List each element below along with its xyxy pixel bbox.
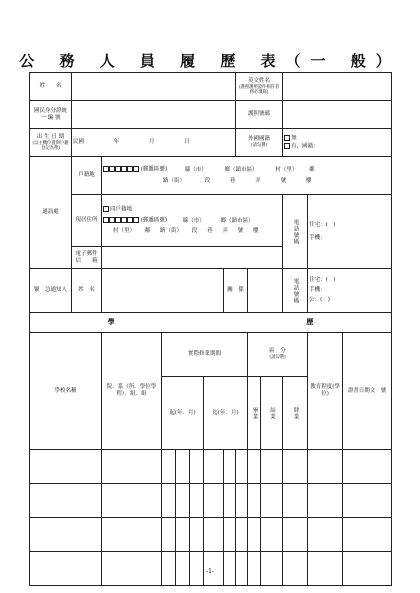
english-name-label: 英文姓名 (護照護照證件相符者務必填寫): [236, 73, 283, 101]
birth-field[interactable]: 民國 年 月 日: [72, 129, 236, 157]
phone-label: 電話號碼: [283, 195, 308, 269]
passport-label: 護照號碼: [236, 101, 283, 129]
emergency-label: 緊 急通知人: [30, 269, 72, 313]
education-header: 學 歷: [30, 313, 392, 333]
table-row[interactable]: [30, 484, 392, 518]
resume-form: [29, 72, 392, 586]
dept-header: 院．系（所．學位學程）．組．組: [102, 333, 162, 450]
ec-name-field[interactable]: [102, 269, 224, 313]
cert-header: 證書日期文 號: [343, 333, 392, 450]
dropout-header: 肄業: [283, 376, 308, 449]
phone-fields[interactable]: 住宅：( ) 手機：: [308, 195, 392, 269]
ec-name-label: 姓 名: [72, 269, 102, 313]
id-field[interactable]: [72, 101, 236, 129]
page-number: -1-: [206, 568, 214, 575]
name-label: 姓 名: [30, 73, 72, 101]
email-field[interactable]: [102, 247, 283, 269]
passport-field[interactable]: [283, 101, 392, 129]
email-label: 電子郵件信 箱: [72, 247, 102, 269]
graduated-header: 畢業: [248, 376, 261, 449]
table-row[interactable]: [30, 450, 392, 484]
relation-label: 關 係: [224, 269, 248, 313]
id-label: 國民身分證統 一 編 號: [30, 101, 72, 129]
current-label: 現居住所: [72, 195, 102, 247]
table-row[interactable]: [30, 518, 392, 552]
name-field[interactable]: [72, 73, 236, 101]
end-header: 迄(年．月): [204, 376, 248, 449]
page-title: 公 務 人 員 履 歷 表（一 般）: [19, 52, 401, 70]
ec-phone-fields[interactable]: 住宅：( ) 手機： 公：( ): [308, 269, 392, 313]
category-header: 區 分 (請勾選): [248, 333, 308, 377]
household-address[interactable]: (郵遞區號) 縣（市） 鄉（鎮市區） 村（里） 鄰 路（街） 段 巷 弄 號 樓: [102, 157, 392, 195]
study-period-header: 實際修業期間: [162, 333, 248, 377]
english-name-field[interactable]: [283, 73, 392, 101]
household-label: 戶籍地: [72, 157, 102, 195]
foreign-nat-label: 外國國籍 (請勾選): [236, 129, 283, 157]
attended-header: 結業: [261, 376, 283, 449]
degree-header: 教育程度(學位): [308, 333, 343, 450]
birth-label: 出 生 日 期 (以主機位置與戶籍登記為準): [30, 129, 72, 157]
school-name-header: 學校名稱: [30, 333, 102, 450]
current-address[interactable]: 同戶籍地 (郵遞區號) 縣（市） 鄉（鎮市區） 村（里） 鄰 路（街） 段 巷 弄 號 樓: [102, 195, 283, 247]
relation-field[interactable]: [248, 269, 283, 313]
residence-label: 通訊處: [30, 157, 72, 269]
checkbox-icon[interactable]: [284, 143, 290, 149]
start-header: 起(年．月): [162, 376, 204, 449]
ec-phone-label: 電話號碼: [283, 269, 308, 313]
checkbox-icon[interactable]: [284, 135, 290, 141]
checkbox-icon[interactable]: [103, 206, 109, 212]
foreign-nat-options[interactable]: 無 有，國籍：: [283, 129, 392, 157]
